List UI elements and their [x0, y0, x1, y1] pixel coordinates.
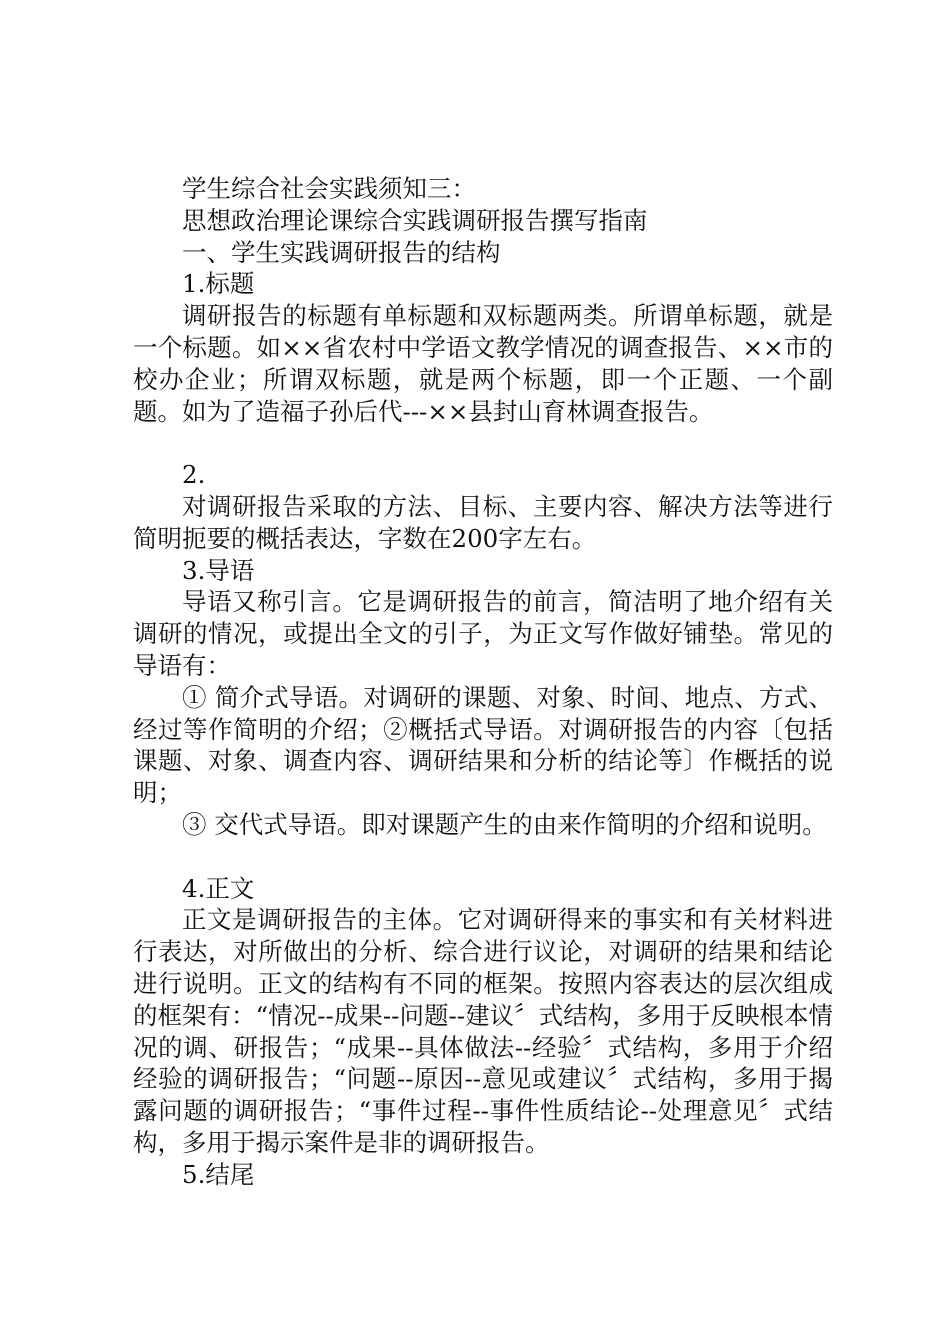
paragraph-intro: 导语又称引言。它是调研报告的前言，简洁明了地介绍有关调研的情况，或提出全文的引子，为正文写作做好铺垫。常见的导语有：	[133, 587, 833, 680]
subsection-heading-intro: 3.导语	[182, 555, 255, 585]
subsection-heading-abstract: 2.	[182, 460, 206, 490]
document-title-line2: 思想政治理论课综合实践调研报告撰写指南	[182, 205, 648, 235]
paragraph-abstract: 对调研报告采取的方法、目标、主要内容、解决方法等进行简明扼要的概括表达，字数在200字左右。	[133, 491, 833, 553]
document-page	[133, 173, 833, 1191]
paragraph-title: 调研报告的标题有单标题和双标题两类。所谓单标题，就是一个标题。如××省农村中学语文教学情况的调查报告、××市的校办企业；所谓双标题，就是两个标题，即一个正题、一个副题。如为了造福子孙后代---××县封山育林调查报告。	[133, 301, 833, 426]
blank-line	[133, 841, 833, 873]
section-heading: 一、学生实践调研报告的结构	[182, 237, 501, 267]
list-item-intro-explain: ③ 交代式导语。即对课题产生的由来作简明的介绍和说明。	[182, 809, 827, 839]
paragraph-body: 正文是调研报告的主体。它对调研得来的事实和有关材料进行表达，对所做出的分析、综合进行议论，对调研的结果和结论进行说明。正文的结构有不同的框架。按照内容表达的层次组成的框架有：“情况--成果--问题--建议〞式结构，多用于反映根本情况的调、研报告；“成果--具体做法--经验〞式结构，多用于介绍经验的调研报告；“问题--原因--意见或建议〞式结构，多用于揭露问题的调研报告；“事件过程--事件性质结论--处理意见〞式结构，多用于揭示案件是非的调研报告。	[133, 905, 833, 1157]
blank-line	[133, 427, 833, 459]
subsection-heading-ending: 5.结尾	[182, 1159, 255, 1189]
subsection-heading-body: 4.正文	[182, 873, 255, 903]
subsection-heading-title: 1.标题	[182, 269, 255, 299]
document-title-line1: 学生综合社会实践须知三：	[182, 174, 476, 203]
list-item-intro-types: ① 简介式导语。对调研的课题、对象、时间、地点、方式、经过等作简明的介绍；②概括式导语。对调研报告的内容〔包括课题、对象、调查内容、调研结果和分析的结论等〕作概括的说明；	[133, 682, 833, 808]
